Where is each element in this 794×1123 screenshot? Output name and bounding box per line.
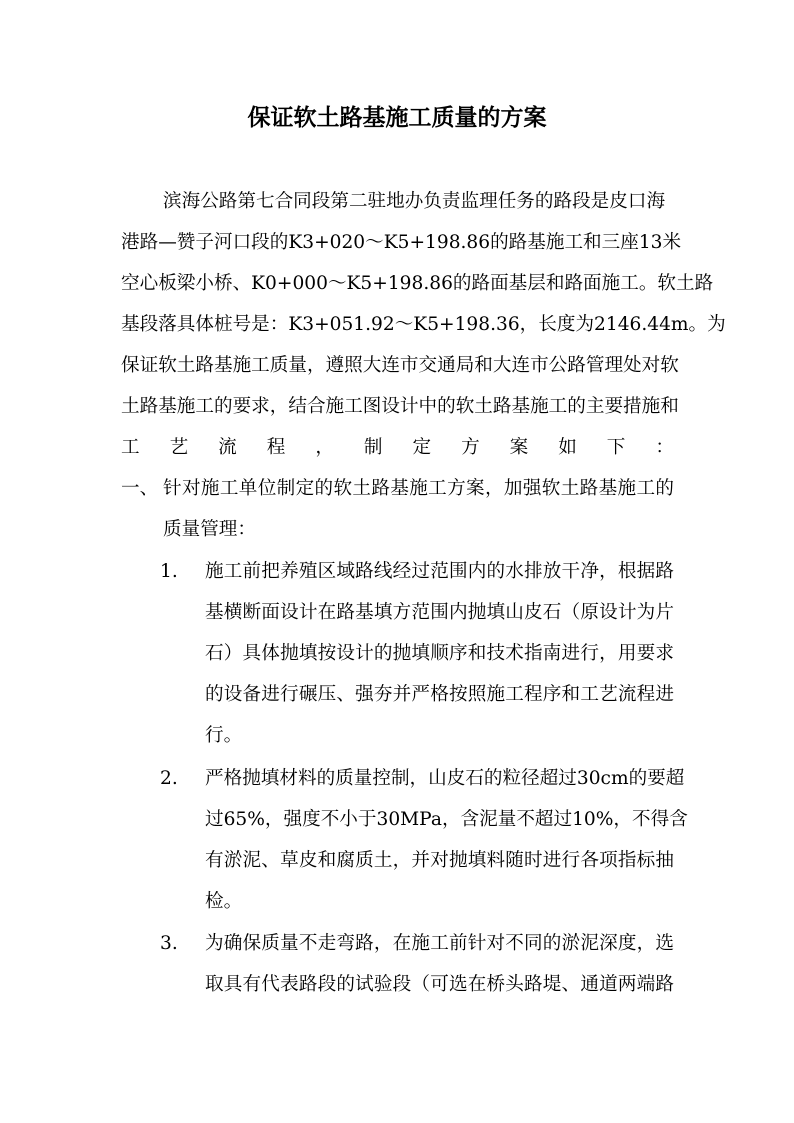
item-marker: 1. <box>160 561 178 582</box>
item-line: 的设备进行碾压、强夯并严格按照施工程序和工艺流程进 <box>205 684 674 705</box>
item-line: 行。 <box>205 725 243 746</box>
section-line: 质量管理： <box>163 519 256 540</box>
intro-line: 土路基施工的要求，结合施工图设计中的软土路基施工的主要措施和 <box>121 396 679 417</box>
item-marker: 3. <box>160 933 178 954</box>
section-marker: 一、 <box>121 478 159 499</box>
item-line: 严格抛填材料的质量控制，山皮石的粒径超过30cm的要超 <box>205 768 685 789</box>
item-line: 施工前把养殖区域路线经过范围内的水排放干净，根据路 <box>205 561 674 582</box>
intro-line: 滨海公路第七合同段第二驻地办负责监理任务的路段是皮口海 <box>163 191 666 212</box>
item-line: 基横断面设计在路基填方范围内抛填山皮石（原设计为片 <box>205 602 674 623</box>
intro-line: 港路—赞子河口段的K3+020～K5+198.86的路基施工和三座13米 <box>121 232 682 253</box>
intro-line: 保证软土路基施工质量，遵照大连市交通局和大连市公路管理处对软 <box>121 355 679 376</box>
item-marker: 2. <box>160 768 178 789</box>
item-line: 为确保质量不走弯路，在施工前针对不同的淤泥深度，选 <box>205 933 674 954</box>
item-line: 石）具体抛填按设计的抛填顺序和技术指南进行，用要求 <box>205 643 674 664</box>
item-line: 过65%，强度不小于30MPa，含泥量不超过10%，不得含 <box>205 809 688 830</box>
item-line: 有淤泥、草皮和腐质土，并对抛填料随时进行各项指标抽 <box>205 850 674 871</box>
item-line: 取具有代表路段的试验段（可选在桥头路堤、通道两端路 <box>205 974 674 995</box>
intro-line: 空心板梁小桥、K0+000～K5+198.86的路面基层和路面施工。软土路 <box>121 273 714 294</box>
intro-line: 工艺流程，制定方案如下： <box>121 437 674 458</box>
intro-line: 基段落具体桩号是：K3+051.92～K5+198.36，长度为2146.44m。为 <box>121 314 726 335</box>
item-line: 检。 <box>205 891 243 912</box>
section-line: 针对施工单位制定的软土路基施工方案，加强软土路基施工的 <box>163 478 674 499</box>
page-title: 保证软土路基施工质量的方案 <box>247 104 547 131</box>
